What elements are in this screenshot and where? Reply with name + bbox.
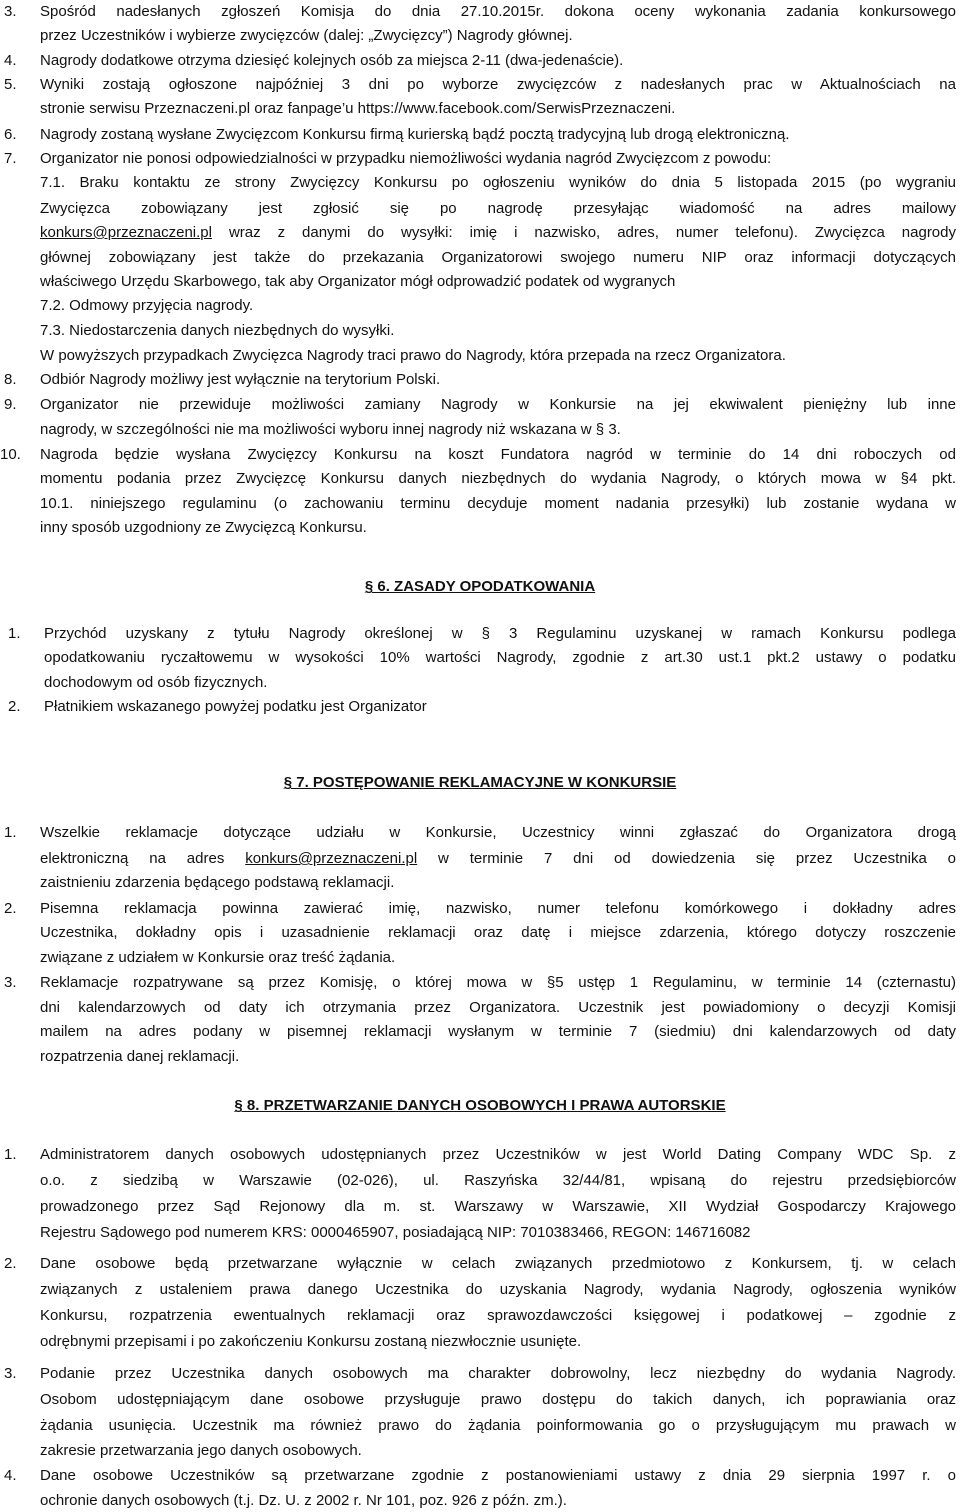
email-link[interactable]: konkurs@przeznaczeni.pl — [245, 850, 418, 867]
list-number: 3. — [4, 974, 17, 991]
paragraph-line: ochronie danych osobowych (t.j. Dz. U. z 2002 r. Nr 101, poz. 926 z późn. zm.). — [40, 1492, 567, 1509]
paragraph-line: Wszelkie reklamacje dotyczące udziału w Konkursie, Uczestnicy winni zgłaszać do Organizatora drogą — [40, 824, 956, 841]
paragraph-line: Rejestru Sądowego pod numerem KRS: 0000465907, posiadającą NIP: 7010383466, REGON: 146716082 — [40, 1224, 751, 1241]
section-heading-6: § 6. ZASADY OPODATKOWANIA — [364, 578, 596, 595]
paragraph-line: odrębnymi przepisami i po zakończeniu Konkursu zostaną niezwłocznie usunięte. — [40, 1333, 582, 1350]
paragraph-line: inny sposób uzgodniony ze Zwycięzcą Konkursu. — [40, 519, 367, 536]
paragraph-line: związane z udziałem w Konkursie oraz treść żądania. — [40, 949, 396, 966]
list-number: 7. — [4, 150, 17, 167]
paragraph-line: przez Uczestników i wybierze zwycięzców (dalej: „Zwycięzcy”) Nagrody głównej. — [40, 27, 573, 44]
paragraph-line: 7.2. Odmowy przyjęcia nagrody. — [40, 297, 254, 314]
paragraph-line: dni kalendarzowych od daty ich otrzymania przez Organizatora. Uczestnik jest powiadomiony o decyzji Komisji — [40, 999, 956, 1016]
list-number: 6. — [4, 126, 17, 143]
paragraph-line: 7.1. Braku kontaktu ze strony Zwycięzcy Konkursu po ogłoszeniu wyników do dnia 5 listopada 2015 (po wygraniu — [40, 174, 956, 191]
paragraph-line: konkurs@przeznaczeni.pl wraz z danymi do wysyłki: imię i nazwisko, adres, numer telefonu). Zwycięzca nagrody — [40, 224, 956, 241]
list-number: 3. — [4, 1365, 17, 1382]
list-number: 1. — [8, 625, 21, 642]
paragraph-line: stronie serwisu Przeznaczeni.pl oraz fanpage’u https://www.facebook.com/SerwisPrzeznaczeni. — [40, 100, 676, 117]
list-number: 1. — [4, 824, 17, 841]
list-number: 10. — [0, 446, 21, 463]
paragraph-line: głównej zobowiązany jest także do przekazania Organizatorowi swojego numeru NIP oraz informacji dotyczących — [40, 249, 956, 266]
list-number: 2. — [4, 1255, 17, 1272]
paragraph-line: Spośród nadesłanych zgłoszeń Komisja do dnia 27.10.2015r. dokona oceny wykonania zadania konkursowego — [40, 3, 956, 20]
paragraph-line: nagrody, w szczególności nie ma możliwości wyboru innej nagrody niż wskazana w § 3. — [40, 421, 621, 438]
paragraph-line: Nagrody dodatkowe otrzyma dziesięć kolejnych osób za miejsca 2-11 (dwa-jedenaście). — [40, 52, 624, 69]
section-heading-7: § 7. POSTĘPOWANIE REKLAMACYJNE W KONKURSIE — [283, 774, 677, 791]
paragraph-line: o.o. z siedzibą w Warszawie (02-026), ul. Raszyńska 32/44/81, wpisaną do rejestru przedsiębiorców — [40, 1172, 956, 1189]
paragraph-line: Odbiór Nagrody możliwy jest wyłącznie na terytorium Polski. — [40, 371, 441, 388]
paragraph-line: elektroniczną na adres konkurs@przeznaczeni.pl w terminie 7 dni od dowiedzenia się przez Uczestnika o — [40, 850, 956, 867]
paragraph-line: opodatkowaniu ryczałtowemu w wysokości 10% wartości Nagrody, zgodnie z art.30 ust.1 pkt.2 ustawy o podatku — [44, 649, 956, 666]
paragraph-line: zakresie przetwarzania jego danych osobowych. — [40, 1442, 362, 1459]
paragraph-line: prowadzonego przez Sąd Rejonowy dla m. st. Warszawy w Warszawie, XII Wydział Gospodarczy Krajowego — [40, 1198, 956, 1215]
email-link[interactable]: konkurs@przeznaczeni.pl — [40, 224, 212, 241]
paragraph-line: Nagroda będzie wysłana Zwycięzcy Konkursu na koszt Fundatora nagród w terminie do 14 dni roboczych od — [40, 446, 956, 463]
paragraph-line: Przychód uzyskany z tytułu Nagrody określonej w § 3 Regulaminu uzyskanej w ramach Konkursu podlega — [44, 625, 956, 642]
paragraph-line: Dane osobowe Uczestników są przetwarzane zgodnie z postanowieniami ustawy z dnia 29 sierpnia 1997 r. o — [40, 1467, 956, 1484]
paragraph-line: Pisemna reklamacja powinna zawierać imię, nazwisko, numer telefonu komórkowego i dokładny adres — [40, 900, 956, 917]
list-number: 8. — [4, 371, 17, 388]
paragraph-line: momentu podania przez Zwycięzcę Konkursu danych niezbędnych do wydania Nagrody, o których mowa w §4 pkt. — [40, 470, 956, 487]
paragraph-line: Organizator nie przewiduje możliwości zamiany Nagrody w Konkursie na jej ekwiwalent pieniężny lub inne — [40, 396, 956, 413]
paragraph-line: zaistnieniu zdarzenia będącego podstawą reklamacji. — [40, 874, 395, 891]
list-number: 1. — [4, 1146, 17, 1163]
paragraph-line: Podanie przez Uczestnika danych osobowych ma charakter dobrowolny, lecz niezbędny do wydania Nagrody. — [40, 1365, 956, 1382]
paragraph-line: właściwego Urzędu Skarbowego, tak aby Organizator mógł odprowadzić podatek od wygranych — [40, 273, 676, 290]
list-number: 9. — [4, 396, 17, 413]
paragraph-line: Reklamacje rozpatrywane są przez Komisję, o której mowa w §5 ustęp 1 Regulaminu, w terminie 14 (czternastu) — [40, 974, 956, 991]
paragraph-line: Nagrody zostaną wysłane Zwycięzcom Konkursu firmą kurierską bądź pocztą tradycyjną lub drogą elektroniczną. — [40, 126, 790, 143]
paragraph-line: Osobom udostępniającym dane osobowe przysługuje prawo dostępu do takich danych, ich poprawiania oraz — [40, 1391, 956, 1408]
list-number: 2. — [8, 698, 21, 715]
paragraph-line: mailem na adres podany w pisemnej reklamacji wysłanym w terminie 7 (siedmiu) dni kalendarzowych od daty — [40, 1023, 956, 1040]
list-number: 3. — [4, 3, 17, 20]
list-number: 4. — [4, 1467, 17, 1484]
list-number: 2. — [4, 900, 17, 917]
list-number: 5. — [4, 76, 17, 93]
list-number: 4. — [4, 52, 17, 69]
paragraph-line: rozpatrzenia danej reklamacji. — [40, 1048, 240, 1065]
paragraph-line: 7.3. Niedostarczenia danych niezbędnych do wysyłki. — [40, 322, 395, 339]
paragraph-line: Dane osobowe będą przetwarzane wyłącznie w celach związanych przedmiotowo z Konkursem, tj. w celach — [40, 1255, 956, 1272]
paragraph-line: związanych z ustaleniem prawa danego Uczestnika do uzyskania Nagrody, wydania Nagrody, ogłoszenia wyników — [40, 1281, 956, 1298]
paragraph-line: dochodowym od osób fizycznych. — [44, 674, 268, 691]
paragraph-line: 10.1. niniejszego regulaminu (o zachowaniu terminu decyduje moment nadania przesyłki) lub zostanie wydana w — [40, 495, 956, 512]
paragraph-line: Organizator nie ponosi odpowiedzialności w przypadku niemożliwości wydania nagród Zwycięzcom z powodu: — [40, 150, 772, 167]
paragraph-line: Konkursu, rozpatrzenia ewentualnych reklamacji oraz sprawozdawczości księgowej i podatkowej – zgodnie z — [40, 1307, 956, 1324]
paragraph-line: żądania usunięcia. Uczestnik ma również prawo do żądania poinformowania go o przysługującym mu prawach w — [40, 1417, 956, 1434]
paragraph-line: Uczestnika, dokładny opis i uzasadnienie reklamacji oraz datę i miejsce zdarzenia, którego dotyczy roszczenie — [40, 924, 956, 941]
section-heading-8: § 8. PRZETWARZANIE DANYCH OSOBOWYCH I PRAWA AUTORSKIE — [234, 1097, 726, 1114]
paragraph-line: W powyższych przypadkach Zwycięzca Nagrody traci prawo do Nagrody, która przepada na rzecz Organizatora. — [40, 347, 786, 364]
paragraph-line: Wyniki zostają ogłoszone najpóźniej 3 dni po wyborze zwycięzców z nadesłanych prac w Aktualnościach na — [40, 76, 956, 93]
paragraph-line: Administratorem danych osobowych udostępnianych przez Uczestników w jest World Dating Company WDC Sp. z — [40, 1146, 956, 1163]
paragraph-line: Płatnikiem wskazanego powyżej podatku jest Organizator — [44, 698, 427, 715]
paragraph-line: Zwycięzca zobowiązany jest zgłosić się po nagrodę przesyłając wiadomość na adres mailowy — [40, 200, 956, 217]
